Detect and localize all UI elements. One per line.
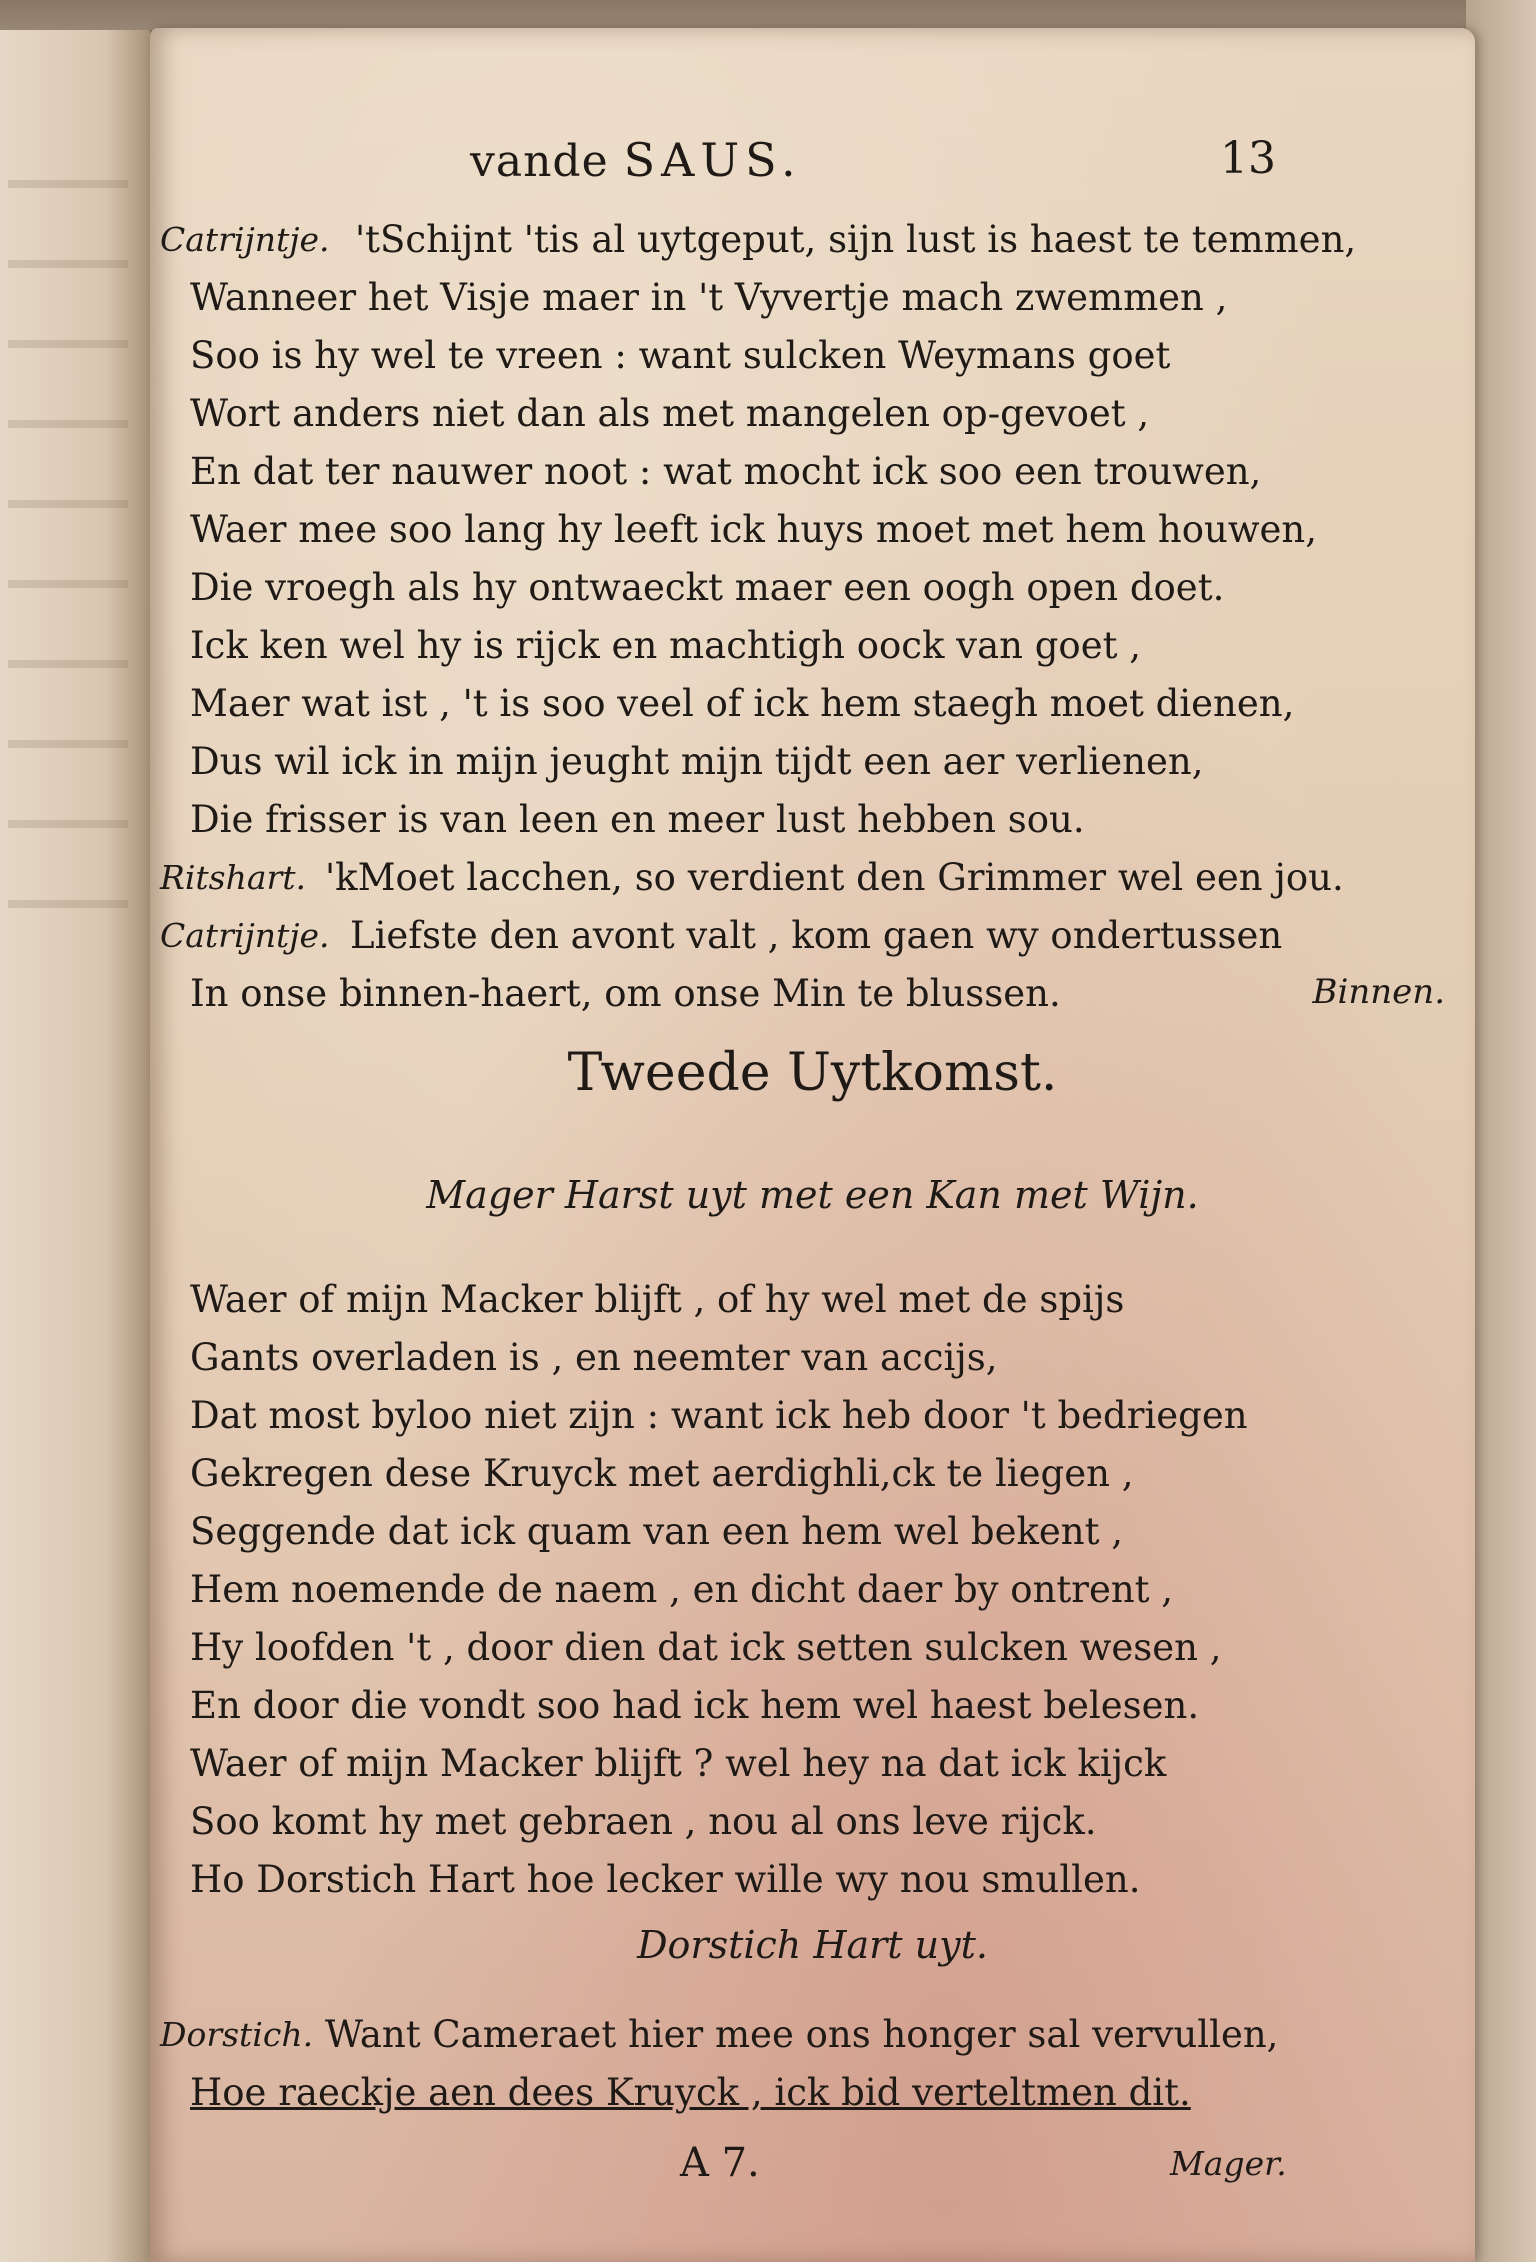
verse-text: Die frisser is van leen en meer lust hebben sou. — [190, 798, 1085, 841]
verse-text: Ho Dorstich Hart hoe lecker wille wy nou smullen. — [190, 1858, 1141, 1901]
verse-line — [150, 334, 1475, 392]
verse-line — [150, 914, 1475, 972]
verse-section-1 — [150, 218, 1475, 1030]
verse-line — [150, 1510, 1475, 1568]
verse-line — [150, 624, 1475, 682]
running-head — [470, 133, 802, 187]
book-page — [150, 28, 1475, 2262]
scene-title: Tweede Uytkomst. — [567, 1043, 1058, 1103]
running-head-prefix: vande — [470, 136, 609, 187]
verse-section-3 — [150, 2013, 1475, 2129]
verse-text: 'tSchijnt 'tis al uytgeput, sijn lust is haest te temmen, — [355, 218, 1357, 261]
verse-line — [150, 508, 1475, 566]
verse-text: Dus wil ick in mijn jeught mijn tijdt een aer verlienen, — [190, 740, 1204, 783]
verse-text: Maer wat ist , 't is soo veel of ick hem staegh moet dienen, — [190, 682, 1295, 725]
facing-page-text-fragment — [8, 500, 128, 508]
speaker-name: Catrijntje. — [160, 220, 330, 259]
verse-text: Waer mee soo lang hy leeft ick huys moet met hem houwen, — [190, 508, 1317, 551]
page-content — [150, 28, 1475, 2262]
verse-text: Soo komt hy met gebraen , nou al ons leve rijck. — [190, 1800, 1097, 1843]
verse-line — [150, 218, 1475, 276]
verse-line — [150, 2013, 1475, 2071]
verse-text: Hoe raeckje aen dees Kruyck , ick bid verteltmen dit. — [190, 2071, 1191, 2114]
facing-page-text-fragment — [8, 900, 128, 908]
verse-text: In onse binnen-haert, om onse Min te blussen. — [190, 972, 1061, 1015]
verse-line — [150, 1858, 1475, 1916]
verse-line — [150, 1626, 1475, 1684]
verse-text: Die vroegh als hy ontwaeckt maer een oogh open doet. — [190, 566, 1225, 609]
verse-text: Gekregen dese Kruyck met aerdighli,ck te liegen , — [190, 1452, 1134, 1495]
facing-page-text-fragment — [8, 580, 128, 588]
verse-line — [150, 276, 1475, 334]
background-right-edge — [1466, 0, 1536, 2262]
facing-page-text-fragment — [8, 740, 128, 748]
verse-text: Hem noemende de naem , en dicht daer by ontrent , — [190, 1568, 1174, 1611]
facing-page-text-fragment — [8, 340, 128, 348]
verse-text: Liefste den avont valt , kom gaen wy ondertussen — [350, 914, 1283, 957]
verse-text: Waer of mijn Macker blijft , of hy wel met de spijs — [190, 1278, 1125, 1321]
verse-text: En door die vondt soo had ick hem wel haest belesen. — [190, 1684, 1200, 1727]
verse-text: Ick ken wel hy is rijck en machtigh oock van goet , — [190, 624, 1141, 667]
verse-line — [150, 1336, 1475, 1394]
verse-section-2 — [150, 1278, 1475, 1916]
verse-line — [150, 740, 1475, 798]
verse-text: Seggende dat ick quam van een hem wel bekent , — [190, 1510, 1124, 1553]
verse-line — [150, 798, 1475, 856]
page-header — [150, 133, 1475, 213]
speaker-name: Ritshart. — [160, 858, 307, 897]
facing-page-text-fragment — [8, 660, 128, 668]
verse-text: Gants overladen is , en neemter van accijs, — [190, 1336, 998, 1379]
verse-text: Want Cameraet hier mee ons honger sal vervullen, — [325, 2013, 1279, 2056]
verse-line — [150, 1800, 1475, 1858]
verse-line — [150, 392, 1475, 450]
speaker-name: Catrijntje. — [160, 916, 330, 955]
page-number: 13 — [1220, 133, 1276, 184]
stage-direction-entrance: Dorstich Hart uyt. — [637, 1923, 988, 1967]
facing-page-text-fragment — [8, 820, 128, 828]
verse-text: Hy loofden 't , door dien dat ick setten sulcken wesen , — [190, 1626, 1222, 1669]
verse-line — [150, 1394, 1475, 1452]
verse-line — [150, 1452, 1475, 1510]
verse-text: En dat ter nauwer noot : wat mocht ick soo een trouwen, — [190, 450, 1262, 493]
facing-page-text-fragment — [8, 260, 128, 268]
verse-line — [150, 1278, 1475, 1336]
verse-line — [150, 1742, 1475, 1800]
verse-line — [150, 2071, 1475, 2129]
facing-page-edge — [0, 30, 153, 2262]
verse-text: 'kMoet lacchen, so verdient den Grimmer wel een jou. — [325, 856, 1344, 899]
speaker-name: Dorstich. — [160, 2015, 314, 2054]
running-head-title: SAUS. — [623, 133, 802, 187]
verse-line — [150, 1684, 1475, 1742]
verse-line — [150, 856, 1475, 914]
stage-direction-exit: Binnen. — [1312, 972, 1445, 1012]
facing-page-text-fragment — [8, 180, 128, 188]
page-footer — [150, 2140, 1475, 2200]
verse-line — [150, 566, 1475, 624]
catchword: Mager. — [1170, 2144, 1287, 2183]
verse-text: Wort anders niet dan als met mangelen op-gevoet , — [190, 392, 1150, 435]
stage-direction-entrance: Mager Harst uyt met een Kan met Wijn. — [426, 1173, 1199, 1217]
verse-line — [150, 450, 1475, 508]
verse-line — [150, 682, 1475, 740]
verse-line — [150, 1568, 1475, 1626]
verse-text: Waer of mijn Macker blijft ? wel hey na dat ick kijck — [190, 1742, 1167, 1785]
verse-line — [150, 972, 1475, 1030]
signature-mark: A 7. — [680, 2140, 760, 2186]
verse-text: Wanneer het Visje maer in 't Vyvertje mach zwemmen , — [190, 276, 1228, 319]
verse-text: Dat most byloo niet zijn : want ick heb door 't bedriegen — [190, 1394, 1248, 1437]
verse-text: Soo is hy wel te vreen : want sulcken Weymans goet — [190, 334, 1171, 377]
facing-page-text-fragment — [8, 420, 128, 428]
